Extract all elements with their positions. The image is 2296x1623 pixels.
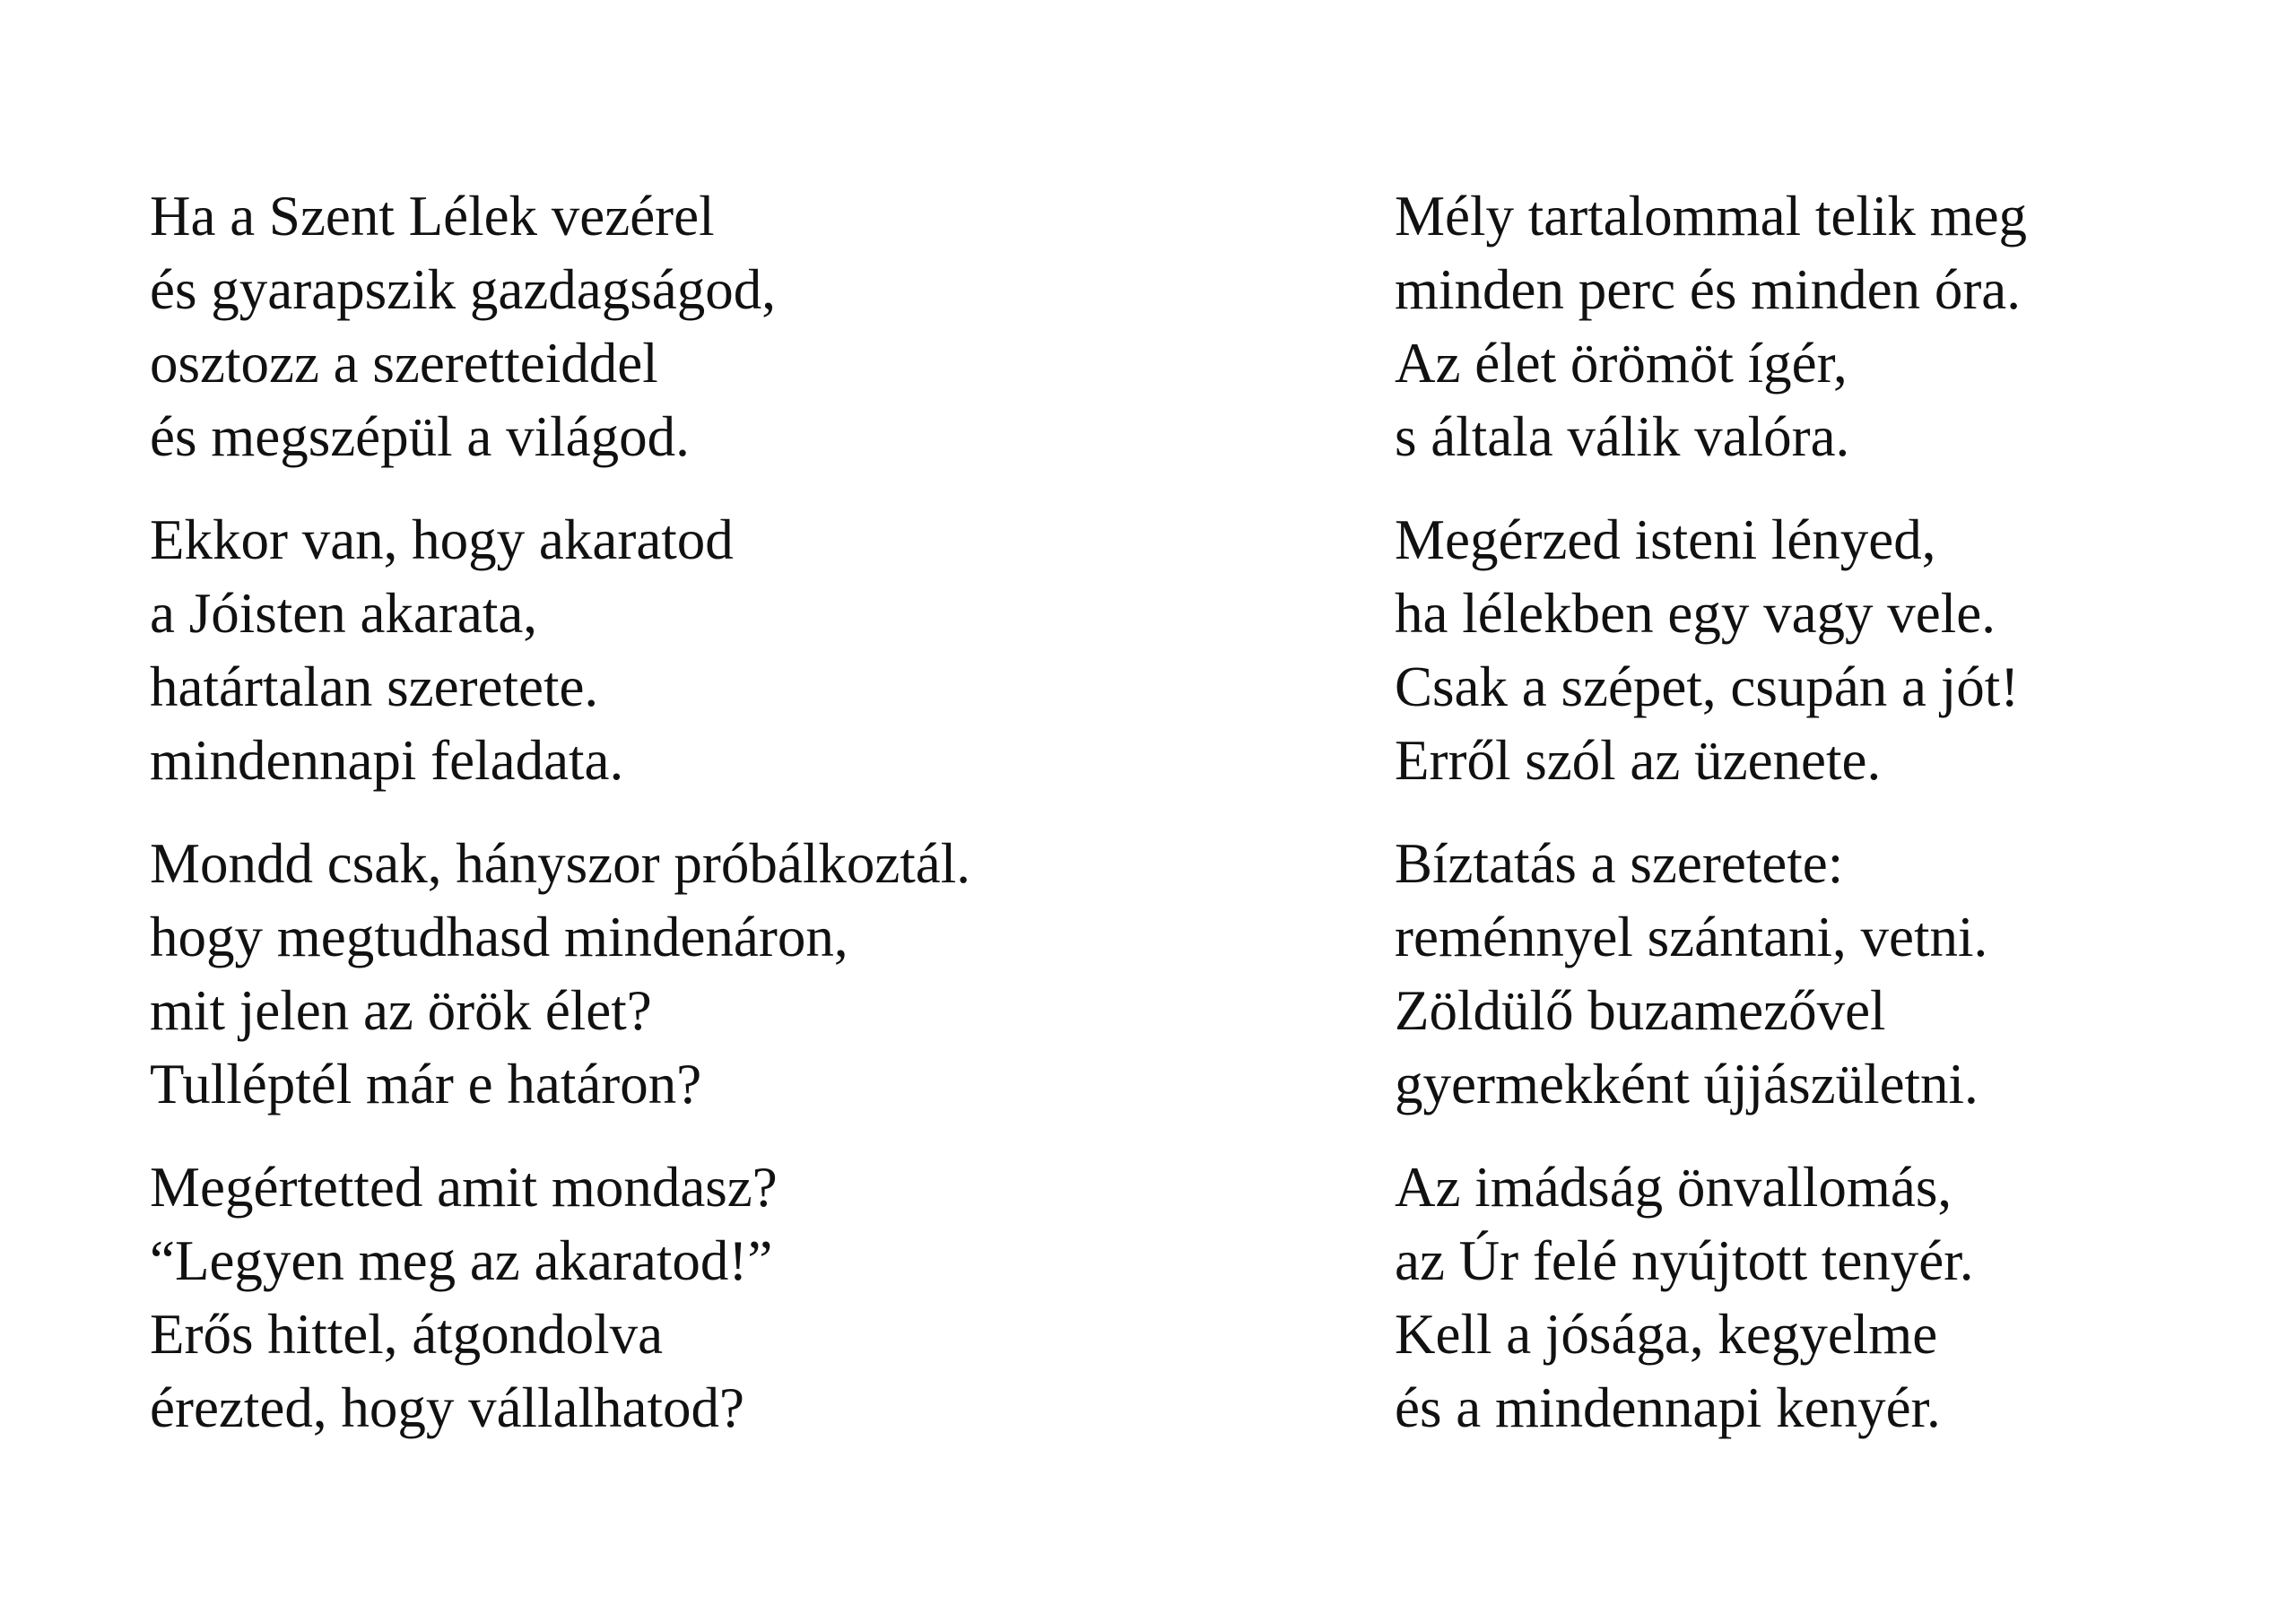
poem-line: érezted, hogy vállalhatod? [150,1376,744,1439]
stanza-5 [1395,179,2296,473]
poem-line: az Úr felé nyújtott tenyér. [1395,1229,1974,1292]
poem-line: Megérzed isteni lényed, [1395,508,1936,571]
poem-line: mit jelen az örök élet? [150,979,652,1042]
poem-line: Bíztatás a szeretete: [1395,832,1844,895]
poem-line: és gyarapszik gazdagságod, [150,258,776,321]
poem-line: Megértetted amit mondasz? [150,1156,778,1219]
poem-line: osztozz a szeretteiddel [150,332,658,395]
poem-line: Mély tartalommal telik meg [1395,185,2028,247]
stanza-4 [150,1150,1226,1445]
poem-line: Ekkor van, hogy akaratod [150,508,734,571]
stanza-2 [150,503,1226,797]
poem-line: reménnyel szántani, vetni. [1395,906,1988,968]
stanza-7 [1395,827,2296,1121]
stanza-8 [1395,1150,2296,1445]
poem-line: határtalan szeretete. [150,655,599,718]
poem-column-left [150,179,1226,1474]
poem-line: s általa válik valóra. [1395,405,1850,468]
poem-line: hogy megtudhasd mindenáron, [150,906,848,968]
poem-line: Erről szól az üzenete. [1395,729,1882,792]
stanza-6 [1395,503,2296,797]
poem-line: “Legyen meg az akaratod!” [150,1229,773,1292]
poem-line: Csak a szépet, csupán a jót! [1395,655,2020,718]
poem-line: Zöldülő buzamezővel [1395,979,1886,1042]
poem-line: és megszépül a világod. [150,405,690,468]
poem-line: Az imádság önvallomás, [1395,1156,1952,1219]
poem-line: a Jóisten akarata, [150,582,538,645]
poem-line: és a mindennapi kenyér. [1395,1376,1941,1439]
poem-line: gyermekként újjászületni. [1395,1053,1979,1115]
poem-line: Az élet örömöt ígér, [1395,332,1848,395]
poem-line: Tulléptél már e határon? [150,1053,702,1115]
poem-line: Kell a jósága, kegyelme [1395,1303,1938,1366]
poem-column-right [1395,179,2296,1474]
poem-line: Erős hittel, átgondolva [150,1303,664,1366]
poem-line: ha lélekben egy vagy vele. [1395,582,1996,645]
poem-line: minden perc és minden óra. [1395,258,2022,321]
stanza-1 [150,179,1226,473]
stanza-3 [150,827,1226,1121]
poem-line: Mondd csak, hányszor próbálkoztál. [150,832,971,895]
poem-line: mindennapi feladata. [150,729,624,792]
poem-line: Ha a Szent Lélek vezérel [150,185,715,247]
